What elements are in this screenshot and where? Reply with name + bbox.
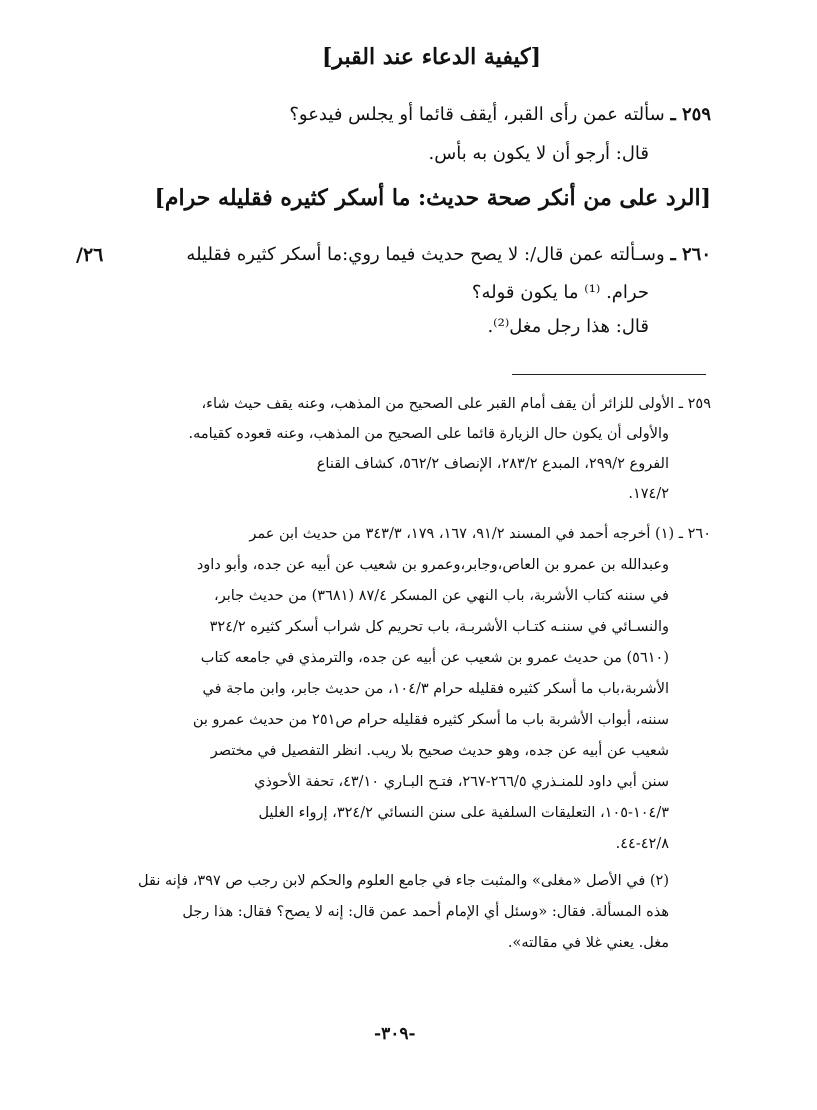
footnote-259-line: والأولى أن يكون حال الزيارة قائما على الصحيح من المذهب، وعنه قعوده كقيامه. [188,426,669,442]
footnote-260-line: شعيب عن أبيه عن جده، وهو حديث صحيح بلا ريب. انظر التفصيل في مختصر [210,743,669,759]
entry-number: ٢٥٩ ـ [670,104,711,125]
footnote-260-2-line: مغل. يعني غلا في مقالته». [507,935,669,951]
entry-260-answer: قال: هذا رجل مغل⁽²⁾. [487,316,649,337]
footnote-259-line: الفروع ٢٩٩/٢، المبدع ٢٨٣/٢، الإنصاف ٥٦٢/٢، كشاف القناع [316,456,669,472]
section-heading-grave-prayer: [كيفية الدعاء عند القبر] [321,44,541,70]
footnote-260-line: سنن أبي داود للمنـذري ٢٦٦/٥-٢٦٧، فتـح البـاري ٤٣/١٠، تحفة الأحوذي [254,774,669,790]
entry-text: سألته عمن رأى القبر، أيقف قائما أو يجلس فيدعو؟ [289,104,665,125]
entry-260-question-cont: حرام. ⁽¹⁾ ما يكون قوله؟ [471,282,649,303]
margin-page-reference: ٢٦/ [76,244,104,266]
entry-259-answer: قال: أرجو أن لا يكون به بأس. [428,143,649,164]
entry-text: وسـألته عمن قال/: لا يصح حديث فيما روي:ما أسكر كثيره فقليله [186,244,665,265]
footnote-260-line: في سننه كتاب الأشربة، باب النهي عن المسكر ٨٧/٤ (٣٦٨١) من حديث جابر، [214,588,669,604]
footnote-259-line: ٢٥٩ ـ الأولى للزائر أن يقف أمام القبر على الصحيح من المذهب، وعنه يقف حيث شاء، [201,396,711,412]
page-number: -٣٠٩- [374,1024,416,1044]
footnote-260-2-line: هذه المسألة. فقال: «وسئل أي الإمام أحمد عمن قال: إنه لا يصح؟ فقال: هذا رجل [182,904,669,920]
footnote-260-line: والنسـائي في سننـه كتـاب الأشربـة، باب تحريم كل شراب أسكر كثيره ٣٢٤/٢ [209,619,669,635]
footnote-260-2-line: (٢) في الأصل «مغلى» والمثبت جاء في جامع العلوم والحكم لابن رجب ص ٣٩٧، فإنه نقل [138,873,669,889]
section-heading-refutation: [الرد على من أنكر صحة حديث: ما أسكر كثيره فقليله حرام] [154,185,711,211]
footnote-259-line: ١٧٤/٢. [628,486,669,502]
footnote-260-line: ٤٢/٨-٤٤. [615,836,669,852]
footnote-260-line: (٥٦١٠) من حديث عمرو بن شعيب عن أبيه عن جده، والترمذي في جامعه كتاب [200,650,669,666]
footnote-260-line: ١٠٤/٣-١٠٥، التعليقات السلفية على سنن النسائي ٣٢٤/٢، إرواء الغليل [258,805,669,821]
entry-259-question [289,104,711,125]
footnote-260-line: الأشربة،باب ما أسكر كثيره فقليله حرام ١٠٤/٣، من حديث جابر، وابن ماجة في [202,681,669,697]
footnote-divider [512,374,706,375]
footnote-260-line: ٢٦٠ ـ (١) أخرجه أحمد في المسند ٩١/٢، ١٦٧، ١٧٩، ٣٤٣/٣ من حديث ابن عمر [249,526,711,542]
footnote-260-line: وعبدالله بن عمرو بن العاص،وجابر،وعمرو بن شعيب عن أبيه عن جده، وأبو داود [196,557,669,573]
footnote-260-line: سننه، أبواب الأشربة باب ما أسكر كثيره فقليله حرام ص٢٥١ من حديث عمرو بن [192,712,669,728]
entry-260-question [186,244,711,265]
entry-number: ٢٦٠ ـ [670,244,711,265]
